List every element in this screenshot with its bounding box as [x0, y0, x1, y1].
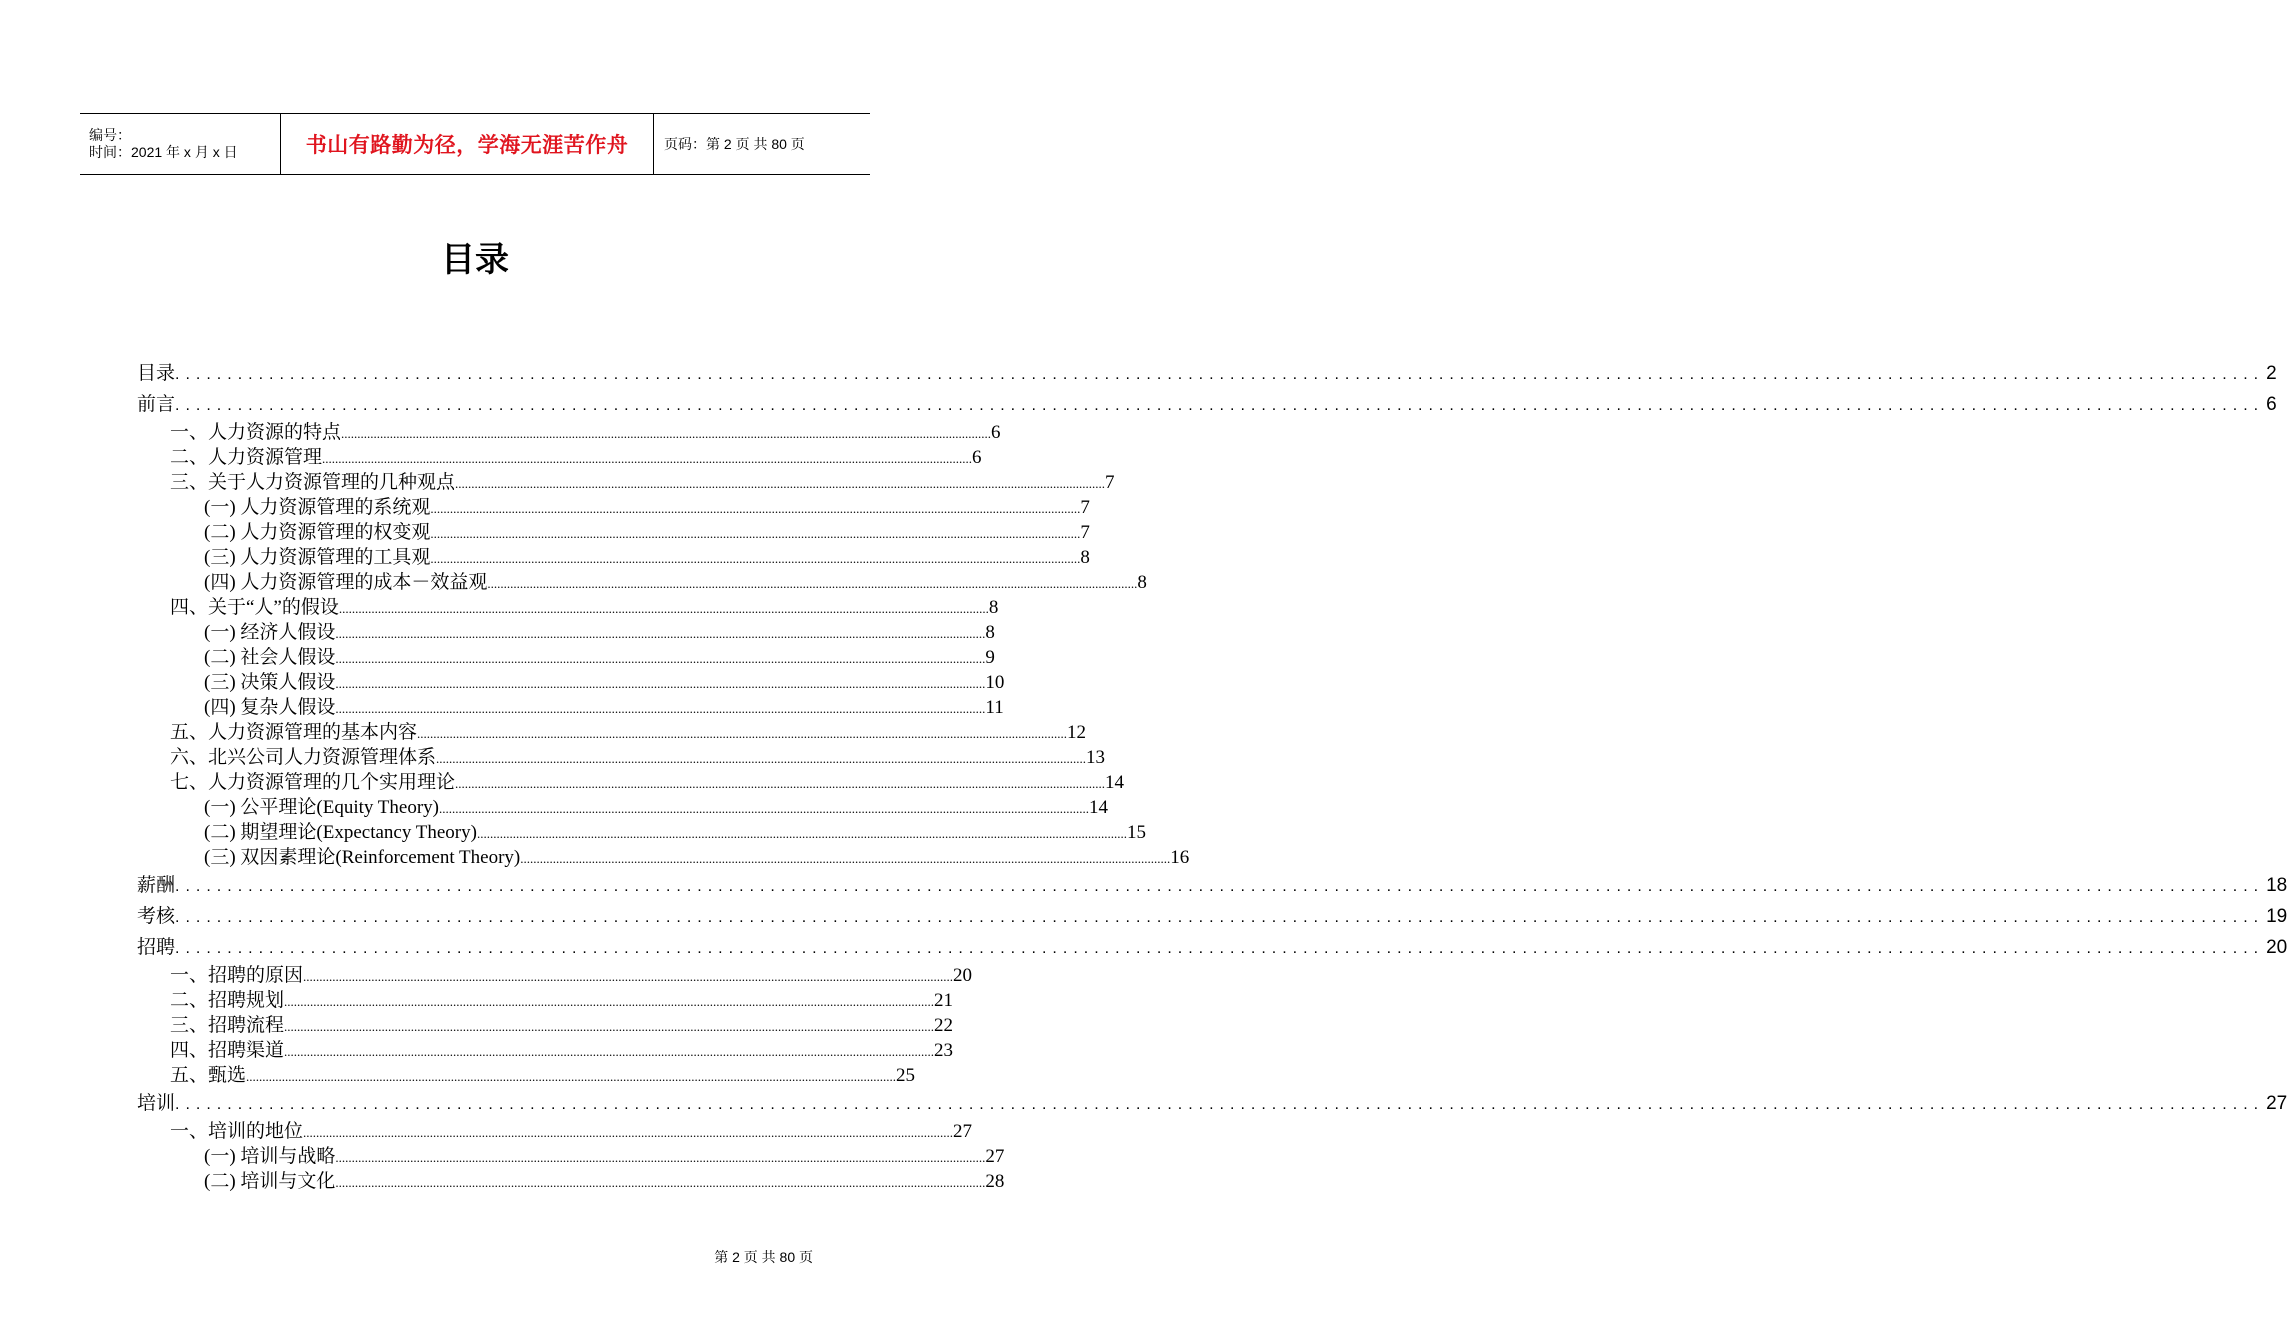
- dot-leader: ........................................................................................................................................................................................................: [175, 878, 2265, 895]
- page-header: [80, 113, 870, 175]
- toc-entry-title: (四) 复杂人假设: [204, 697, 336, 718]
- dot-leader: ........................................................................................................................................................................................................: [303, 969, 954, 984]
- toc-entry[interactable]: [137, 870, 2287, 901]
- toc-entry-page: 23: [934, 1040, 954, 1061]
- toc-entry-title: 前言: [137, 394, 176, 415]
- toc-entry[interactable]: [137, 520, 1090, 545]
- toc-entry-title: (三) 双因素理论(Reinforcement Theory): [204, 847, 521, 868]
- toc-entry-page: 12: [1067, 722, 1087, 743]
- toc-entry-page: 6: [2266, 394, 2277, 415]
- toc-entry[interactable]: [137, 420, 1001, 445]
- toc-entry[interactable]: [137, 770, 1125, 795]
- toc-entry[interactable]: [137, 470, 1115, 495]
- dot-leader: ........................................................................................................................................................................................................: [303, 1125, 954, 1140]
- table-of-contents: [137, 358, 2287, 1194]
- toc-entry-page: 20: [953, 965, 973, 986]
- toc-entry[interactable]: [137, 720, 1087, 745]
- toc-entry-page: 6: [991, 422, 1001, 443]
- header-page: [654, 114, 870, 174]
- dot-leader: ........................................................................................................................................................................................................: [476, 826, 1127, 841]
- toc-entry[interactable]: [137, 1063, 916, 1088]
- toc-entry[interactable]: [137, 389, 2277, 420]
- dot-leader: ........................................................................................................................................................................................................: [335, 676, 986, 691]
- dot-leader: ........................................................................................................................................................................................................: [430, 501, 1081, 516]
- dot-leader: ........................................................................................................................................................................................................: [322, 451, 973, 466]
- toc-entry-title: (二) 期望理论(Expectancy Theory): [204, 822, 477, 843]
- toc-entry-title: (一) 培训与战略: [204, 1146, 336, 1167]
- dot-leader: ........................................................................................................................................................................................................: [284, 994, 935, 1009]
- toc-entry-page: 18: [2266, 875, 2287, 896]
- toc-entry-page: 7: [1080, 522, 1090, 543]
- toc-entry-page: 27: [2266, 1093, 2287, 1114]
- toc-entry-page: 22: [934, 1015, 954, 1036]
- toc-entry[interactable]: [137, 845, 1190, 870]
- toc-entry-page: 8: [985, 622, 995, 643]
- toc-entry-title: 七、人力资源管理的几个实用理论: [170, 772, 456, 793]
- toc-entry[interactable]: [137, 1169, 1005, 1194]
- toc-entry-title: 五、甄选: [170, 1065, 247, 1086]
- dot-leader: ........................................................................................................................................................................................................: [175, 909, 2265, 926]
- toc-entry[interactable]: [137, 963, 973, 988]
- toc-entry[interactable]: [137, 745, 1106, 770]
- toc-entry-page: 10: [985, 672, 1005, 693]
- dot-leader: ........................................................................................................................................................................................................: [175, 940, 2265, 957]
- toc-entry[interactable]: [137, 570, 1147, 595]
- time-label: 时间：2021 年 x 月 x 日: [89, 144, 238, 160]
- toc-entry-title: 招聘: [137, 937, 176, 958]
- toc-entry[interactable]: [137, 795, 1108, 820]
- toc-entry[interactable]: [137, 932, 2287, 963]
- toc-entry-page: 19: [2266, 906, 2287, 927]
- dot-leader: ........................................................................................................................................................................................................: [284, 1019, 935, 1034]
- header-meta: [80, 114, 281, 174]
- toc-entry-title: 六、北兴公司人力资源管理体系: [170, 747, 437, 768]
- toc-entry-title: (二) 培训与文化: [204, 1171, 336, 1192]
- dot-leader: ........................................................................................................................................................................................................: [487, 576, 1138, 591]
- toc-entry-page: 7: [1105, 472, 1115, 493]
- motto-text: 书山有路勤为径，学海无涯苦作舟: [305, 133, 629, 157]
- toc-entry[interactable]: [137, 545, 1090, 570]
- toc-entry-title: (三) 人力资源管理的工具观: [204, 547, 431, 568]
- toc-entry-title: 四、关于“人”的假设: [170, 597, 339, 618]
- toc-entry-title: 考核: [137, 906, 176, 927]
- toc-entry-title: (一) 人力资源管理的系统观: [204, 497, 431, 518]
- dot-leader: ........................................................................................................................................................................................................: [175, 1096, 2265, 1113]
- dot-leader: ........................................................................................................................................................................................................: [417, 726, 1068, 741]
- toc-entry-page: 2: [2266, 363, 2277, 384]
- toc-entry[interactable]: [137, 595, 999, 620]
- dot-leader: ........................................................................................................................................................................................................: [439, 801, 1089, 816]
- toc-entry-page: 6: [972, 447, 982, 468]
- toc-entry[interactable]: [137, 358, 2277, 389]
- toc-entry-page: 9: [985, 647, 995, 668]
- dot-leader: ........................................................................................................................................................................................................: [455, 476, 1106, 491]
- toc-entry-page: 14: [1089, 797, 1108, 818]
- page-label: 页码：第 2 页 共 80 页: [664, 136, 805, 152]
- toc-entry-page: 27: [985, 1146, 1005, 1167]
- dot-leader: ........................................................................................................................................................................................................: [455, 776, 1106, 791]
- toc-entry-page: 25: [896, 1065, 916, 1086]
- toc-entry-title: 二、人力资源管理: [170, 447, 323, 468]
- dot-leader: ........................................................................................................................................................................................................: [341, 426, 992, 441]
- toc-entry[interactable]: [137, 695, 1004, 720]
- dot-leader: ........................................................................................................................................................................................................: [436, 751, 1087, 766]
- toc-entry-title: (二) 人力资源管理的权变观: [204, 522, 431, 543]
- dot-leader: ........................................................................................................................................................................................................: [430, 551, 1081, 566]
- toc-entry-title: 二、招聘规划: [170, 990, 285, 1011]
- toc-entry-page: 21: [934, 990, 954, 1011]
- toc-entry-title: 目录: [137, 363, 176, 384]
- toc-entry-page: 13: [1086, 747, 1106, 768]
- toc-entry-title: 培训: [137, 1093, 176, 1114]
- page-title: 目录: [441, 240, 509, 280]
- dot-leader: ........................................................................................................................................................................................................: [335, 701, 986, 716]
- toc-entry-title: (三) 决策人假设: [204, 672, 336, 693]
- dot-leader: ........................................................................................................................................................................................................: [335, 1175, 986, 1190]
- toc-entry-title: 一、培训的地位: [170, 1121, 304, 1142]
- dot-leader: ........................................................................................................................................................................................................: [284, 1044, 935, 1059]
- toc-entry[interactable]: [137, 820, 1146, 845]
- dot-leader: ........................................................................................................................................................................................................: [430, 526, 1081, 541]
- toc-entry[interactable]: [137, 1013, 954, 1038]
- toc-entry[interactable]: [137, 1144, 1005, 1169]
- toc-entry-page: 14: [1105, 772, 1125, 793]
- number-label: 编号：: [89, 127, 131, 143]
- dot-leader: ........................................................................................................................................................................................................: [335, 651, 986, 666]
- toc-entry-page: 7: [1080, 497, 1090, 518]
- toc-entry[interactable]: [137, 620, 995, 645]
- toc-entry[interactable]: [137, 445, 982, 470]
- header-motto: [281, 114, 654, 174]
- dot-leader: ........................................................................................................................................................................................................: [335, 1150, 986, 1165]
- toc-entry-page: 20: [2266, 937, 2287, 958]
- toc-entry-title: 四、招聘渠道: [170, 1040, 285, 1061]
- toc-entry-title: 一、招聘的原因: [170, 965, 304, 986]
- toc-entry-title: 五、人力资源管理的基本内容: [170, 722, 418, 743]
- toc-entry[interactable]: [137, 645, 995, 670]
- toc-entry-page: 15: [1126, 822, 1146, 843]
- toc-entry[interactable]: [137, 1119, 973, 1144]
- toc-entry-title: 一、人力资源的特点: [170, 422, 342, 443]
- toc-entry-page: 28: [985, 1171, 1005, 1192]
- toc-entry-page: 16: [1170, 847, 1190, 868]
- toc-entry[interactable]: [137, 988, 954, 1013]
- toc-entry-page: 11: [985, 697, 1004, 718]
- toc-entry[interactable]: [137, 495, 1090, 520]
- dot-leader: ........................................................................................................................................................................................................: [520, 851, 1171, 866]
- dot-leader: ........................................................................................................................................................................................................: [246, 1069, 897, 1084]
- toc-entry-page: 8: [1137, 572, 1147, 593]
- toc-entry[interactable]: [137, 901, 2287, 932]
- toc-entry-title: (四) 人力资源管理的成本－效益观: [204, 572, 488, 593]
- toc-entry-page: 8: [988, 597, 999, 618]
- toc-entry-page: 27: [953, 1121, 973, 1142]
- toc-entry[interactable]: [137, 670, 1005, 695]
- dot-leader: ........................................................................................................................................................................................................: [175, 366, 2265, 383]
- page-footer: 第 2 页 共 80 页: [714, 1249, 813, 1265]
- toc-entry-title: (一) 公平理论(Equity Theory): [204, 797, 439, 818]
- toc-entry-title: (二) 社会人假设: [204, 647, 336, 668]
- toc-entry-page: 8: [1080, 547, 1090, 568]
- dot-leader: ........................................................................................................................................................................................................: [175, 397, 2265, 414]
- toc-entry-title: 三、招聘流程: [170, 1015, 285, 1036]
- dot-leader: ........................................................................................................................................................................................................: [335, 626, 986, 641]
- toc-entry-title: 薪酬: [137, 875, 176, 896]
- toc-entry[interactable]: [137, 1088, 2287, 1119]
- toc-entry-title: (一) 经济人假设: [204, 622, 336, 643]
- toc-entry-title: 三、关于人力资源管理的几种观点: [170, 472, 456, 493]
- dot-leader: ........................................................................................................................................................................................................: [338, 601, 989, 616]
- toc-entry[interactable]: [137, 1038, 954, 1063]
